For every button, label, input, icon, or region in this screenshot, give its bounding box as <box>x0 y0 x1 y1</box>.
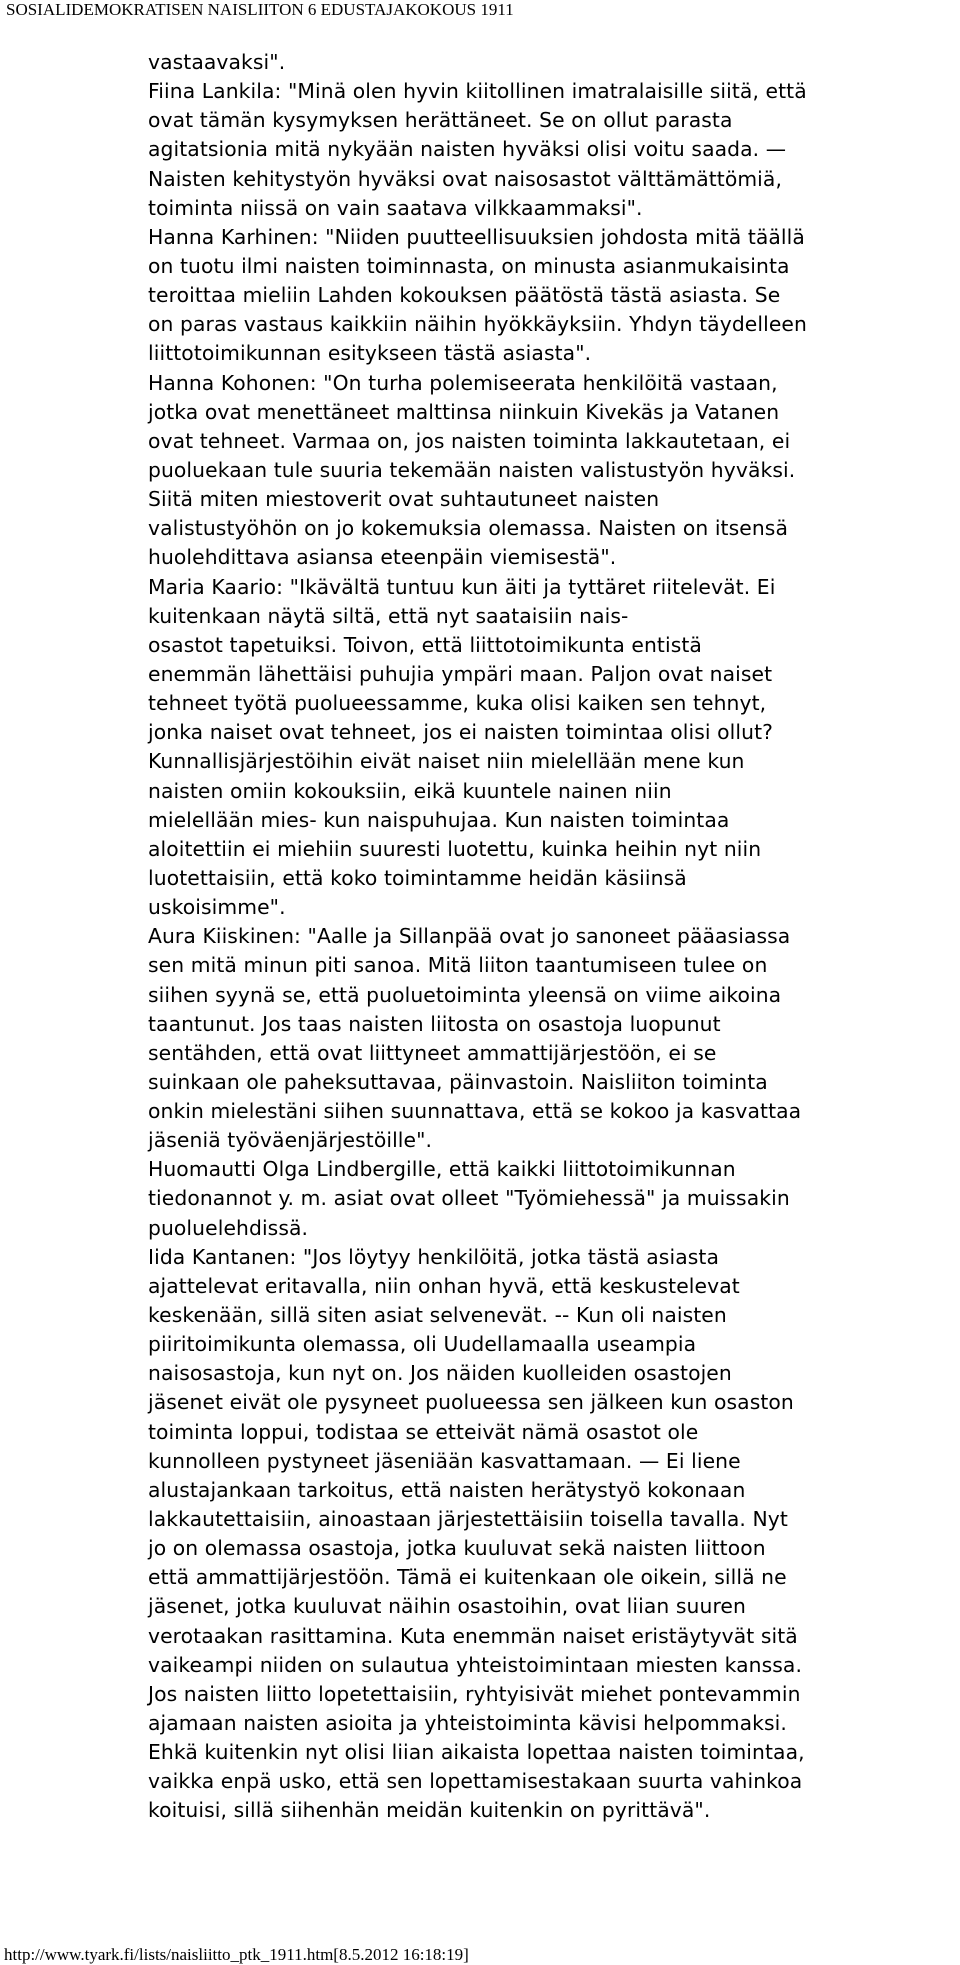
text-line: onkin mielestäni siihen suunnattava, että se kokoo ja kasvattaa <box>148 1099 802 1124</box>
text-line: on tuotu ilmi naisten toiminnasta, on minusta asianmukaisinta <box>148 253 790 278</box>
text-line: Aura Kiiskinen: "Aalle ja Sillanpää ovat jo sanoneet pääasiassa <box>148 924 791 949</box>
text-line: siihen syynä se, että puoluetoiminta yleensä on viime aikoina <box>148 982 782 1007</box>
text-line: Ehkä kuitenkin nyt olisi liian aikaista lopettaa naisten toimintaa, <box>148 1740 805 1765</box>
text-line: toiminta loppui, todistaa se etteivät nämä osastot ole <box>148 1419 699 1444</box>
text-line: piiritoimikunta olemassa, oli Uudellamaalla useampia <box>148 1332 697 1357</box>
text-line: huolehdittava asiansa eteenpäin viemisestä". <box>148 545 617 570</box>
text-line: Naisten kehitystyön hyväksi ovat naisosastot välttämättömiä, <box>148 166 782 191</box>
text-line: lakkautettaisiin, ainoastaan järjestettäisiin toisella tavalla. Nyt <box>148 1507 788 1532</box>
text-line: enemmän lähettäisi puhujia ympäri maan. Paljon ovat naiset <box>148 661 773 686</box>
footer-source-url: http://www.tyark.fi/lists/naisliitto_ptk_1911.htm[8.5.2012 16:18:19] <box>4 1945 469 1964</box>
text-line: Kunnallisjärjestöihin eivät naiset niin mielellään mene kun <box>148 749 745 774</box>
text-line: vaikka enpä usko, että sen lopettamisestakaan suurta vahinkoa <box>148 1769 803 1794</box>
text-line: jotka ovat menettäneet malttinsa niinkuin Kivekäs ja Vatanen <box>148 399 780 424</box>
text-line: alustajankaan tarkoitus, että naisten herätystyö kokonaan <box>148 1477 746 1502</box>
text-line: Maria Kaario: "Ikävältä tuntuu kun äiti ja tyttäret riitelevät. Ei <box>148 574 776 599</box>
text-line: taantunut. Jos taas naisten liitosta on osastoja luopunut <box>148 1011 721 1036</box>
text-line: puoluelehdissä. <box>148 1215 309 1240</box>
text-line: keskenään, sillä siten asiat selvenevät. -- Kun oli naisten <box>148 1303 727 1328</box>
text-line: verotaakan rasittamina. Kuta enemmän naiset eristäytyvät sitä <box>148 1623 798 1648</box>
text-line: valistustyöhön on jo kokemuksia olemassa. Naisten on itsensä <box>148 516 789 541</box>
text-line: suinkaan ole paheksuttavaa, päinvastoin. Naisliiton toiminta <box>148 1069 768 1094</box>
text-line: agitatsionia mitä nykyään naisten hyväksi olisi voitu saada. — <box>148 137 787 162</box>
text-line: liittotoimikunnan esitykseen tästä asiasta". <box>148 341 592 366</box>
text-line: tiedonannot y. m. asiat ovat olleet "Työmiehessä" ja muissakin <box>148 1186 790 1211</box>
text-line: sen mitä minun piti sanoa. Mitä liiton taantumiseen tulee on <box>148 953 768 978</box>
text-line: ovat tämän kysymyksen herättäneet. Se on ollut parasta <box>148 108 733 133</box>
text-line: naisten omiin kokouksiin, eikä kuuntele nainen niin <box>148 778 672 803</box>
document-body <box>148 48 948 1826</box>
text-line: vaikeampi niiden on sulautua yhteistoimintaan miesten kanssa. <box>148 1652 802 1677</box>
text-line: naisosastoja, kun nyt on. Jos näiden kuolleiden osastojen <box>148 1361 732 1386</box>
text-line: toiminta niissä on vain saatava vilkkaammaksi". <box>148 195 643 220</box>
text-line: ajamaan naisten asioita ja yhteistoiminta kävisi helpommaksi. <box>148 1711 787 1736</box>
text-line: uskoisimme". <box>148 895 286 920</box>
page-header-title: SOSIALIDEMOKRATISEN NAISLIITON 6 EDUSTAJAKOKOUS 1911 <box>6 0 514 19</box>
text-line: jäseniä työväenjärjestöille". <box>148 1128 433 1153</box>
text-line: mielellään mies- kun naispuhujaa. Kun naisten toimintaa <box>148 807 730 832</box>
text-line: ovat tehneet. Varmaa on, jos naisten toiminta lakkautetaan, ei <box>148 428 791 453</box>
text-line: teroittaa mieliin Lahden kokouksen päätöstä tästä asiasta. Se <box>148 283 781 308</box>
text-line: jonka naiset ovat tehneet, jos ei naisten toimintaa olisi ollut? <box>148 720 773 745</box>
text-line: kunnolleen pystyneet jäseniään kasvattamaan. — Ei liene <box>148 1448 741 1473</box>
text-line: Fiina Lankila: "Minä olen hyvin kiitollinen imatralaisille siitä, että <box>148 79 807 104</box>
text-line: vastaavaksi". <box>148 50 286 74</box>
text-line: kuitenkaan näytä siltä, että nyt saataisiin nais- <box>148 603 629 628</box>
text-line: sentähden, että ovat liittyneet ammattijärjestöön, ei se <box>148 1040 717 1065</box>
text-line: puoluekaan tule suuria tekemään naisten valistustyön hyväksi. <box>148 457 796 482</box>
text-line: aloitettiin ei miehiin suuresti luotettu, kuinka heihin nyt niin <box>148 836 762 861</box>
text-line: Huomautti Olga Lindbergille, että kaikki liittotoimikunnan <box>148 1157 736 1182</box>
text-line: Iida Kantanen: "Jos löytyy henkilöitä, jotka tästä asiasta <box>148 1244 719 1269</box>
text-line: jäsenet, jotka kuuluvat näihin osastoihin, ovat liian suuren <box>148 1594 746 1619</box>
text-line: Hanna Karhinen: "Niiden puutteellisuuksien johdosta mitä täällä <box>148 224 805 249</box>
text-line: Jos naisten liitto lopetettaisiin, ryhtyisivät miehet pontevammin <box>148 1681 801 1706</box>
text-line: jäsenet eivät ole pysyneet puolueessa sen jälkeen kun osaston <box>148 1390 794 1415</box>
text-line: ajattelevat eritavalla, niin onhan hyvä, että keskustelevat <box>148 1273 740 1298</box>
text-line: Siitä miten miestoverit ovat suhtautuneet naisten <box>148 487 660 512</box>
text-line: on paras vastaus kaikkiin näihin hyökkäyksiin. Yhdyn täydelleen <box>148 312 807 337</box>
text-line: Hanna Kohonen: "On turha polemiseerata henkilöitä vastaan, <box>148 370 778 395</box>
text-line: tehneet työtä puolueessamme, kuka olisi kaiken sen tehnyt, <box>148 691 767 716</box>
text-line: jo on olemassa osastoja, jotka kuuluvat sekä naisten liittoon <box>148 1536 766 1561</box>
text-line: luotettaisiin, että koko toimintamme heidän käsiinsä <box>148 865 687 890</box>
text-line: koituisi, sillä siihenhän meidän kuitenkin on pyrittävä". <box>148 1798 711 1823</box>
text-line: että ammattijärjestöön. Tämä ei kuitenkaan ole oikein, sillä ne <box>148 1565 787 1590</box>
text-line: osastot tapetuiksi. Toivon, että liittotoimikunta entistä <box>148 632 702 657</box>
